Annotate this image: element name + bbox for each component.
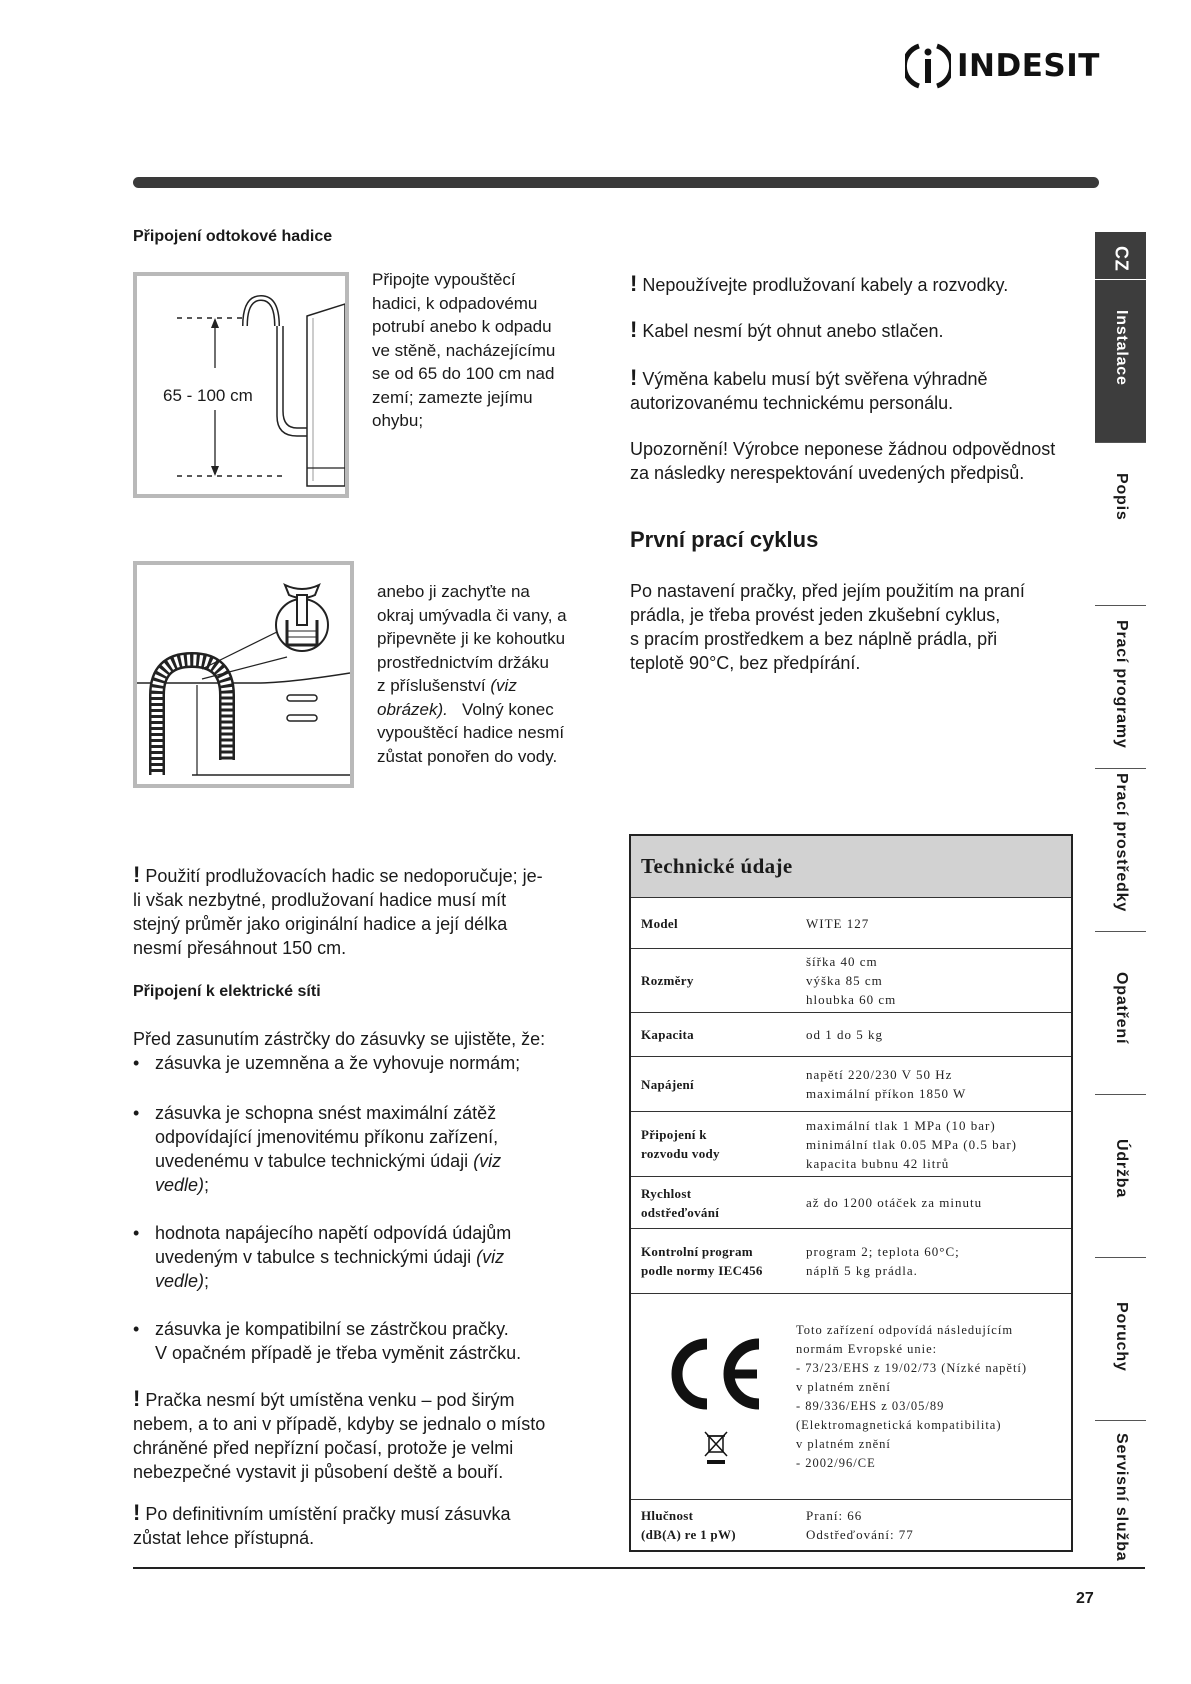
row-value: maximální tlak 1 MPa (10 bar): [806, 1117, 996, 1133]
text-line: Připojte vypouštěcí: [372, 270, 516, 289]
technical-data-table: [629, 834, 1073, 1552]
bullet-item: [133, 1221, 603, 1293]
key-line: odstřeďování: [641, 1204, 720, 1220]
tab-poruchy[interactable]: [1095, 1258, 1146, 1421]
row-value: šířka 40 cm: [806, 954, 878, 969]
row-key: Napájení: [641, 1076, 694, 1092]
table-row: [631, 1057, 1071, 1112]
footer-rule: [133, 1567, 1145, 1569]
row-key: [631, 1500, 806, 1550]
warning-icon: !: [133, 1500, 141, 1525]
text-line: Výměna kabelu musí být svěřena výhradně: [642, 369, 988, 389]
row-value: WITE 127: [806, 915, 870, 931]
electric-heading: Připojení k elektrické síti: [133, 983, 321, 1000]
text-line: odpovídající jmenovitému příkonu zařízení,: [155, 1127, 499, 1147]
text-line: Použití prodlužovacích hadic se nedoporučuje; je-: [145, 866, 543, 886]
text-line: se od 65 do 100 cm nad: [372, 364, 555, 383]
text-line: připevněte ji ke kohoutku: [377, 629, 566, 648]
tab-servisni-sluzba[interactable]: [1095, 1421, 1146, 1567]
indesit-i-logo-icon: [905, 40, 951, 92]
drain-heading: Připojení odtokové hadice: [133, 228, 333, 245]
row-key: [631, 1229, 806, 1293]
text-line: zůstat lehce přístupná.: [133, 1528, 315, 1548]
table-title: Technické údaje: [631, 836, 1071, 898]
cable-warning-2: [630, 318, 1090, 343]
electric-section: [133, 1027, 603, 1075]
key-line: Kontrolní program: [641, 1244, 753, 1259]
row-value: (Elektromagnetická kompatibilita): [796, 1417, 1002, 1432]
key-line: Hlučnost: [641, 1508, 694, 1523]
tab-popis[interactable]: [1095, 443, 1146, 606]
text-line: okraj umývadla či vany, a: [377, 605, 567, 625]
italic-ref: (viz: [490, 676, 517, 695]
row-value: Odstřeďování: 77: [806, 1527, 914, 1542]
row-value: až do 1200 otáček za minutu: [806, 1195, 983, 1210]
text-line: Nepoužívejte prodlužovaní kabely a rozvodky.: [642, 275, 1009, 295]
table-row: [631, 1229, 1071, 1294]
manufacturer-notice: [630, 437, 1090, 485]
text-line: nesmí přesáhnout 150 cm.: [133, 938, 347, 958]
tab-language[interactable]: [1095, 232, 1146, 280]
tab-label: CZ: [1111, 246, 1131, 272]
text-line: Po nastavení pračky, před jejím použitím na praní: [630, 581, 1025, 601]
tab-label: Údržba: [1112, 1139, 1130, 1199]
key-line: Rychlost: [641, 1185, 692, 1201]
tab-instalace[interactable]: [1095, 280, 1146, 443]
extension-warning: [133, 863, 603, 960]
text-line: autorizovanému technickému personálu.: [630, 393, 954, 413]
row-key: [631, 1112, 806, 1176]
table-row: [631, 949, 1071, 1013]
text-line: uvedenému v tabulce technickými údaji: [155, 1151, 474, 1171]
bullet-item: [133, 1317, 603, 1365]
cable-warning-1: [630, 272, 1090, 297]
italic-ref: obrázek).: [377, 699, 448, 719]
row-key: Rozměry: [641, 973, 694, 988]
text-line: prostřednictvím držáku: [377, 652, 549, 672]
text-line: zásuvka je uzemněna a že vyhovuje normám;: [155, 1053, 521, 1073]
text-line: anebo ji zachyťte na: [377, 582, 530, 601]
table-row: [631, 1013, 1071, 1057]
socket-warning: [133, 1501, 603, 1550]
height-range-label: 65 - 100 cm: [163, 386, 253, 405]
key-line: (dB(A) re 1 pW): [641, 1527, 736, 1542]
table-row: [631, 1177, 1071, 1229]
weee-bin-icon: [705, 1432, 727, 1464]
table-row: [631, 1294, 1071, 1500]
tab-label: Servisní služba: [1112, 1433, 1130, 1562]
text-line: vypouštěcí hadice nesmí: [377, 723, 565, 742]
page-number: 27: [1076, 1590, 1094, 1607]
drain-text-2: [377, 580, 607, 768]
ce-mark-cell: [631, 1294, 796, 1499]
text-line: Upozornění! Výrobce neponese žádnou odpovědnost: [630, 439, 1056, 459]
row-value: v platném znění: [796, 1436, 891, 1451]
row-value: výška 85 cm: [806, 973, 883, 988]
drain-text-1: [372, 268, 602, 433]
electric-intro: Před zasunutím zástrčky do zásuvky se ujistěte, že:: [133, 1029, 546, 1049]
row-value: normám Evropské unie:: [796, 1341, 938, 1356]
tab-udrzba[interactable]: [1095, 1095, 1146, 1258]
tab-label: Instalace: [1112, 310, 1130, 386]
text-line: za následky nerespektování uvedených předpisů.: [630, 463, 1025, 483]
text-line: Volný konec: [447, 699, 554, 719]
row-value: napětí 220/230 V 50 Hz: [806, 1067, 953, 1082]
text-line: nebem, a to ani v případě, kdyby se jednalo o místo: [133, 1414, 546, 1434]
row-value: hloubka 60 cm: [806, 992, 897, 1007]
text-line: • hodnota napájecího napětí odpovídá údajům: [155, 1223, 512, 1243]
italic-ref: (viz: [473, 1151, 502, 1171]
text-line: teplotě 90°C, bez předpírání.: [630, 653, 861, 673]
row-value: - 73/23/EHS z 19/02/73 (Nízké napětí): [796, 1360, 1028, 1375]
tab-label: Prací programy: [1112, 620, 1130, 749]
text-line: stejný průměr jako originální hadice a její délka: [133, 914, 508, 934]
italic-ref: vedle): [155, 1175, 205, 1195]
text-line: nebezpečné vystavit ji působení deště a bouří.: [133, 1462, 504, 1482]
drain-wall-figure: [133, 272, 349, 498]
text-line: ;: [204, 1175, 210, 1195]
key-line: rozvodu vody: [641, 1146, 720, 1161]
drain-sink-figure: [133, 561, 354, 788]
text-line: hadici, k odpadovému: [372, 293, 538, 313]
text-line: li však nezbytné, prodlužovaní hadice musí mít: [133, 890, 507, 910]
text-line: V opačném případě je třeba vyměnit zástrčku.: [155, 1343, 522, 1363]
first-cycle-text: [630, 579, 1090, 675]
row-value: od 1 do 5 kg: [806, 1027, 883, 1042]
text-line: zemí; zamezte jejímu: [372, 387, 533, 407]
text-line: z příslušenství: [377, 676, 491, 695]
text-line: ;: [204, 1271, 210, 1291]
text-line: uvedeným v tabulce s technickými údaji: [155, 1247, 477, 1267]
brand-logo: [905, 38, 1100, 94]
tab-label: Prací prostředky: [1112, 773, 1130, 913]
row-value: maximální příkon 1850 W: [806, 1086, 967, 1101]
ce-mark-icon: [659, 1322, 769, 1472]
tab-praci-prostredky[interactable]: [1095, 769, 1146, 932]
table-row: [631, 1112, 1071, 1177]
text-line: prádla, je třeba provést jeden zkušební cyklus,: [630, 605, 1001, 625]
table-row: [631, 1500, 1071, 1550]
outdoor-warning: [133, 1387, 603, 1484]
text-line: Kabel nesmí být ohnut anebo stlačen.: [642, 321, 944, 341]
row-value: program 2; teplota 60°C;: [806, 1244, 960, 1259]
row-key: [631, 1177, 806, 1228]
text-line: zůstat ponořen do vody.: [377, 746, 558, 766]
row-value: Praní: 66: [806, 1508, 863, 1523]
row-value: náplň 5 kg prádla.: [806, 1263, 918, 1278]
row-value: minimální tlak 0.05 MPa (0.5 bar): [806, 1136, 1018, 1152]
warning-icon: !: [630, 365, 638, 390]
row-value: v platném znění: [796, 1379, 891, 1394]
bullet-item: [133, 1051, 603, 1075]
tab-label: Popis: [1112, 473, 1130, 521]
row-key: Model: [641, 915, 678, 931]
text-line: • zásuvka je kompatibilní se zástrčkou pračky.: [155, 1319, 509, 1339]
text-line: • zásuvka je schopna snést maximální zátěž: [155, 1103, 497, 1123]
row-value: kapacita bubnu 42 litrů: [806, 1155, 950, 1171]
tab-label: Opatření: [1112, 972, 1130, 1045]
row-value: Toto zařízení odpovídá následujícím: [796, 1322, 1014, 1337]
tab-opatreni[interactable]: [1095, 932, 1146, 1095]
text-line: Pračka nesmí být umístěna venku – pod širým: [145, 1390, 515, 1410]
warning-icon: !: [630, 271, 638, 296]
text-line: ve stěně, nacházejícímu: [372, 340, 556, 360]
row-key: Kapacita: [641, 1027, 694, 1042]
key-line: podle normy IEC456: [641, 1263, 763, 1278]
brand-name: INDESIT: [957, 48, 1100, 84]
text-line: s pracím prostředkem a bez náplně prádla, při: [630, 629, 998, 649]
key-line: Připojení k: [641, 1127, 707, 1142]
row-value: - 2002/96/CE: [796, 1455, 876, 1470]
bullet-item: [133, 1101, 603, 1197]
drain-sink-illustration: [137, 565, 350, 784]
text-line: chráněné před nepřízní počasí, protože je velmi: [133, 1438, 514, 1458]
text-line: Po definitivním umístění pračky musí zásuvka: [145, 1504, 511, 1524]
row-value: - 89/336/EHS z 03/05/89: [796, 1398, 945, 1413]
italic-ref: vedle): [155, 1271, 205, 1291]
header-bar: [133, 177, 1099, 188]
first-cycle-heading: První prací cyklus: [630, 527, 819, 552]
table-row: [631, 898, 1071, 949]
text-line: potrubí anebo k odpadu: [372, 317, 552, 336]
italic-ref: (viz: [476, 1247, 505, 1267]
warning-icon: !: [133, 862, 141, 887]
warning-icon: !: [630, 317, 638, 342]
tab-praci-programy[interactable]: [1095, 606, 1146, 769]
warning-icon: !: [133, 1386, 141, 1411]
text-line: ohybu;: [372, 411, 424, 430]
tab-label: Poruchy: [1112, 1302, 1130, 1372]
cable-warning-3: [630, 366, 1090, 415]
